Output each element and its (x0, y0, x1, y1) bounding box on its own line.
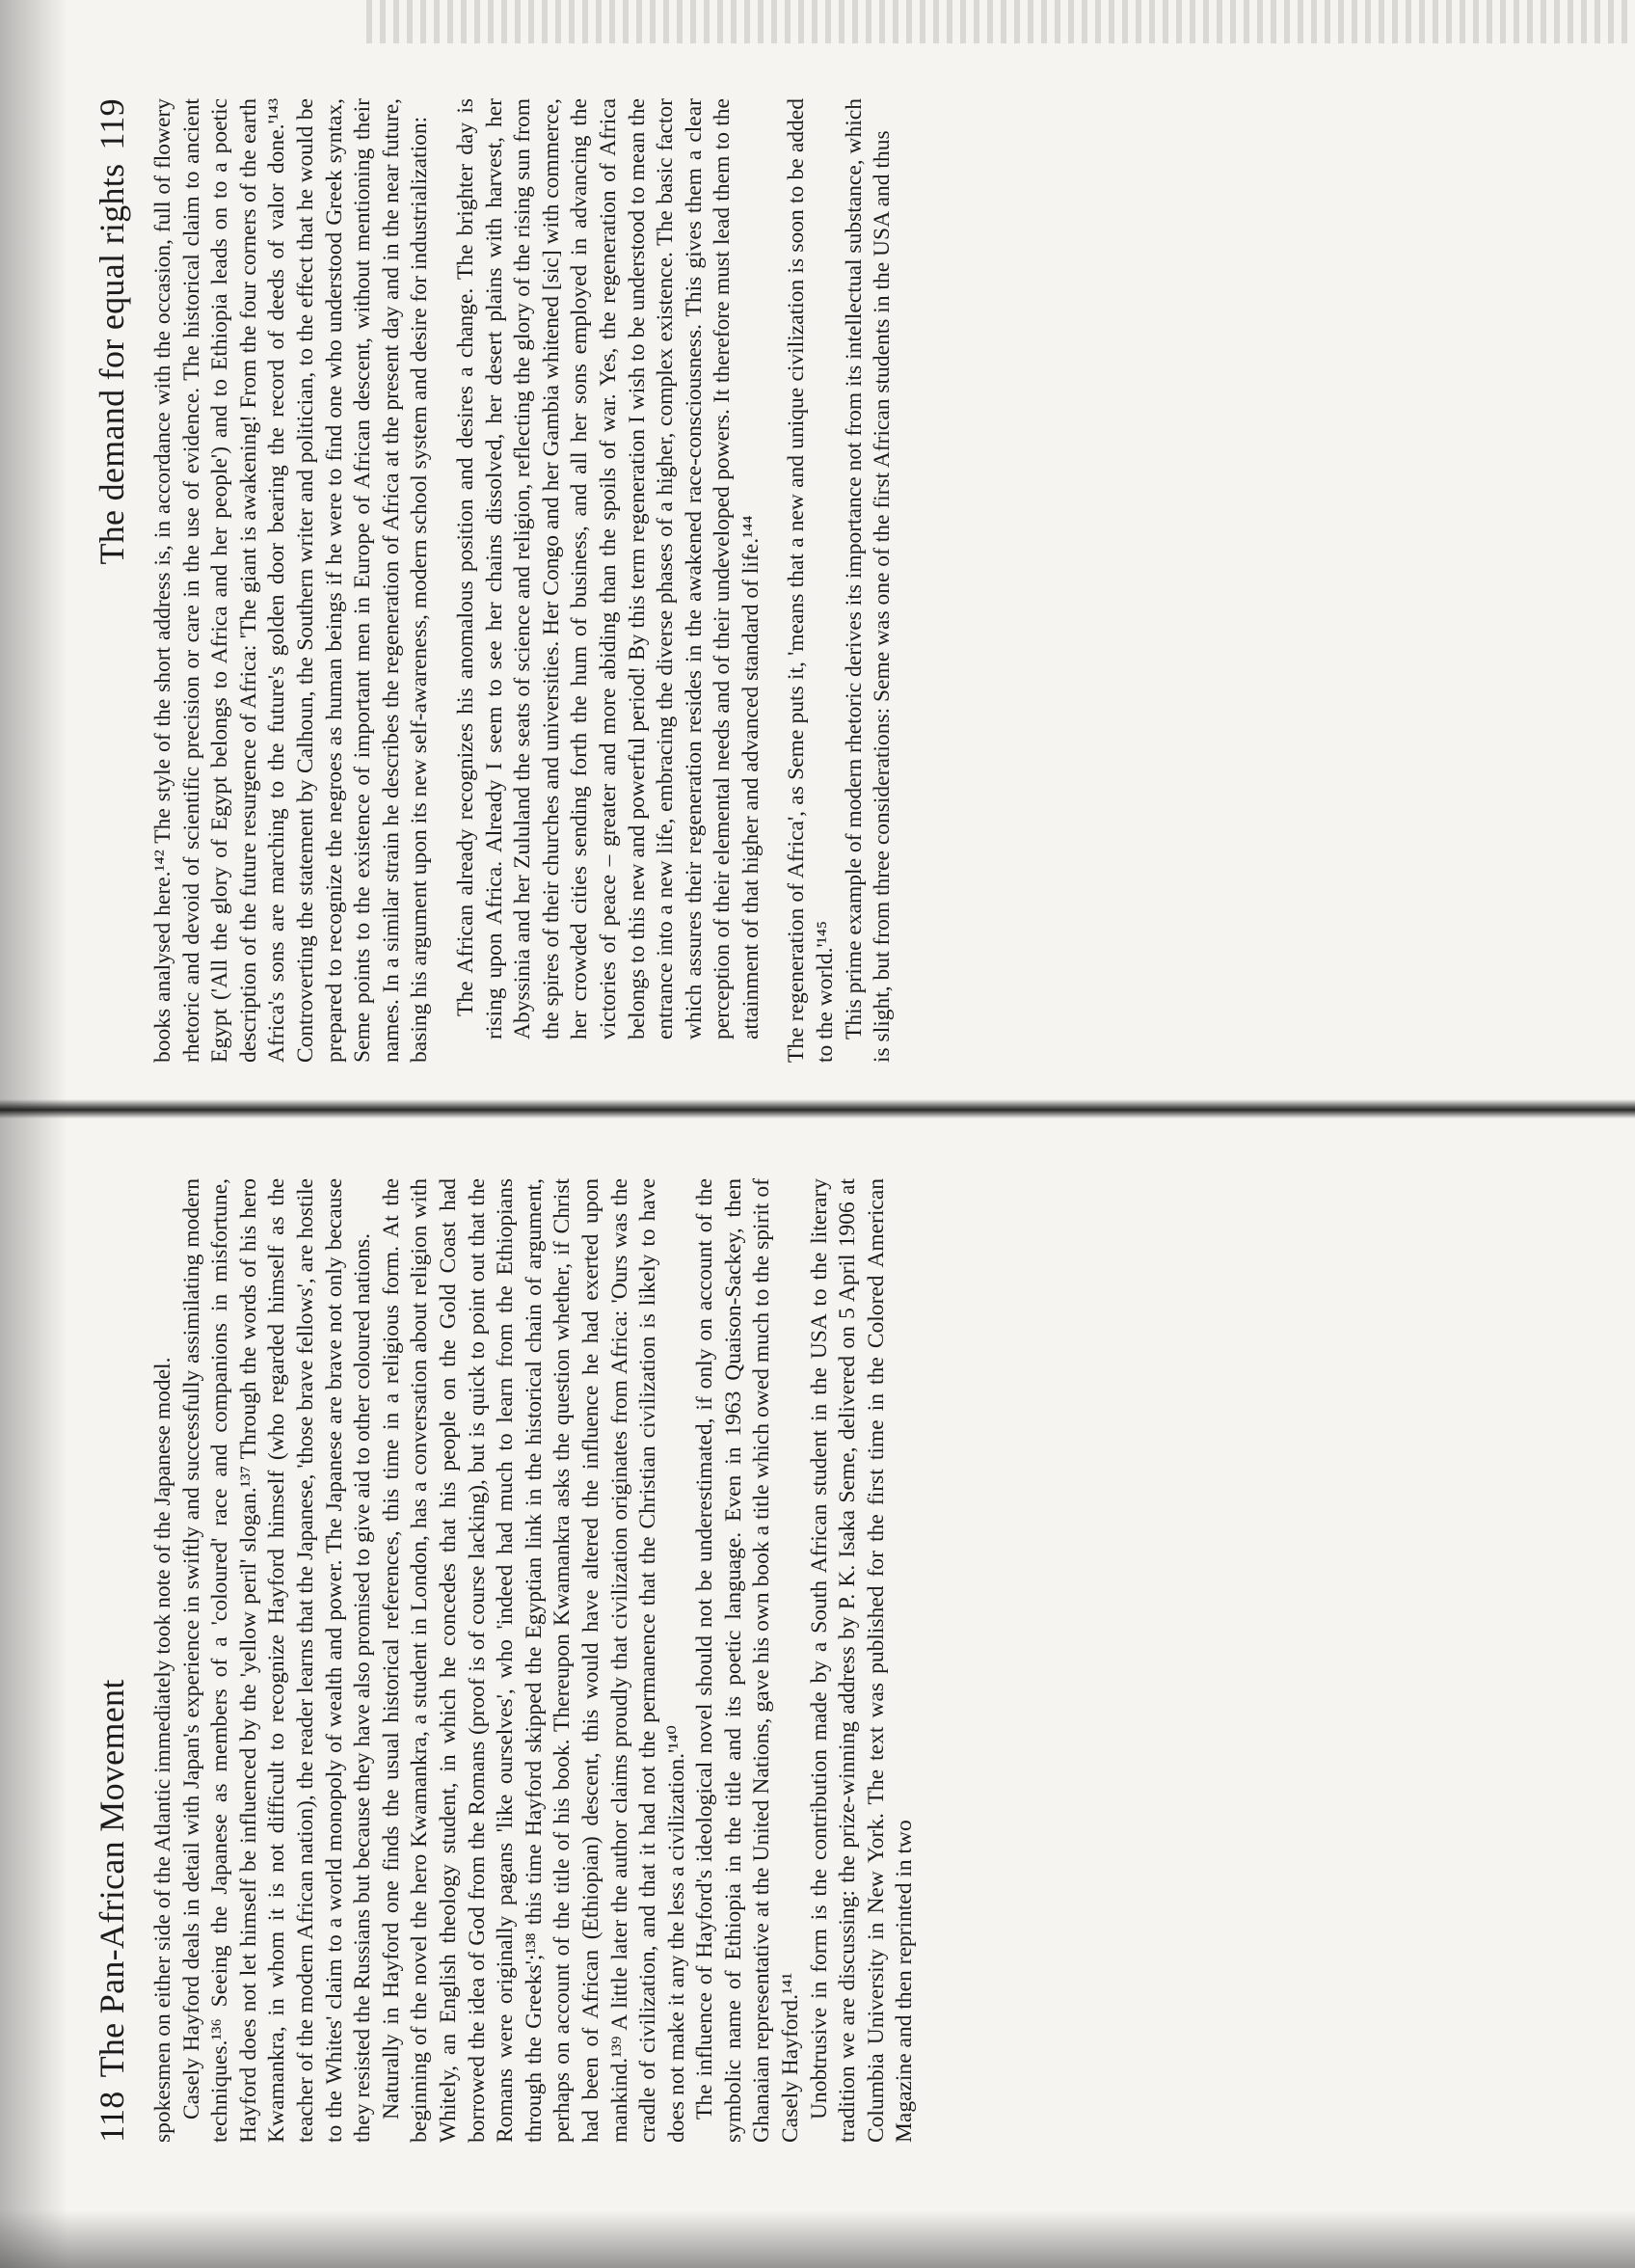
paragraph: This prime example of modern rhetoric derives its importance not from its intellectual substance, which is slight, but from three considerations: Seme was one of the first African students in the USA and thus (841, 98, 896, 1063)
book-gutter (0, 1099, 1635, 1119)
page-119 (92, 98, 898, 1063)
page-number: 118 (93, 2091, 131, 2143)
running-head: The Pan-African Movement (93, 1679, 131, 2078)
running-header-left (92, 1178, 149, 2143)
paragraph: The regeneration of Africa', as Seme puts it, 'means that a new and unique civilization is soon to be added to the world.'¹⁴⁵ (784, 98, 839, 1063)
scan-noise-top (366, 0, 1635, 43)
running-head: The demand for equal rights (93, 163, 131, 565)
paragraph: Naturally in Hayford one finds the usual historical references, this time in a religious form. At the beginning of the novel the hero Kwamankra, a student in London, has a conversation about religion with Whitely, an English theology student, in which he concedes that his people on the Gold Coast had borrowed the idea of God from the Romans (proof is of course lacking), but is quick to point out that the Romans were originally pagans 'like ourselves', who 'indeed had much to learn from the Ethiopians through the Greeks';¹³⁸ this time Hayford skipped the Egyptian link in the historical chain of argument, perhaps on account of the title of his book. Thereupon Kwamankra asks the question whether, if Christ had been of African (Ethiopian) descent, this would have altered the influence he had exerted upon mankind.¹³⁹ A little later the author claims proudly that civilization originates from Africa: 'Ours was the cradle of civilization, and that it had not the permanence that the Christian civilization is likely to have does not make it any the less a civilization.'¹⁴⁰ (378, 1178, 689, 2143)
block-quote: The African already recognizes his anomalous position and desires a change. The brighter day is rising upon Africa. Already I seem to see her chains dissolved, her desert plains with harvest, her Abyssinia and her Zululand the seats of science and religion, reflecting the glory of the rising sun from the spires of their churches and universities. Her Congo and her Gambia whitened [sic] with commerce, her crowded cities sending forth the hum of business, and all her sons employed in advancing the victories of peace – greater and more abiding than the spoils of war. Yes, the regeneration of Africa belongs to this new and powerful period! By this term regeneration I wish to be understood to mean the entrance into a new life, embracing the diverse phases of a higher, complex existence. The basic factor which assures their regeneration resides in the awakened race-consciousness. This gives them a clear perception of their elemental needs and of their undeveloped powers. It therefore must lead them to the attainment of that higher and advanced standard of life.¹⁴⁴ (452, 98, 764, 1040)
running-header-right (92, 98, 149, 1063)
scan-shadow-left (0, 0, 67, 2268)
paragraph: The influence of Hayford's ideological novel should not be underestimated, if only on account of the symbolic name of Ethiopia in the title and its poetic language. Even in 1963 Quaison-Sackey, then Ghanaian representative at the United Nations, gave his own book a title which owed much to the spirit of Casely Hayford.¹⁴¹ (692, 1178, 804, 2143)
paragraph: books analysed here.¹⁴² The style of the short address is, in accordance with the occasion, full of flowery rhetoric and devoid of scientific precision or care in the use of evidence. The historical claim to ancient Egypt ('All the glory of Egypt belongs to Africa and her people') and to Ethiopia leads on to a poetic description of the future resurgence of Africa: 'The giant is awakening! From the four corners of the earth Africa's sons are marching to the future's golden door bearing the record of deeds of valor done.'¹⁴³ Controverting the statement by Calhoun, the Southern writer and politician, to the effect that he would be prepared to recognize the negroes as human beings if he were to find one who understood Greek syntax, Seme points to the existence of important men in Europe of African descent, without mentioning their names. In a similar strain he describes the regeneration of Africa at the present day and in the near future, basing his argument upon its new self-awareness, modern school system and desire for industrialization: (150, 98, 433, 1063)
page-body (149, 98, 898, 1063)
page-118 (92, 1178, 920, 2143)
page-body (149, 1178, 920, 2143)
paragraph: Casely Hayford deals in detail with Japan's experience in swiftly and successfully assimilating modern techniques.¹³⁶ Seeing the Japanese as members of a 'coloured' race and companions in misfortune, Hayford does not let himself be influenced by the 'yellow peril' slogan.¹³⁷ Through the words of his hero Kwamankra, in whom it is not difficult to recognize Hayford himself (who regarded himself as the teacher of the modern African nation), the reader learns that the Japanese, 'those brave fellows', are hostile to the Whites' claim to a world monopoly of wealth and power. The Japanese are brave not only because they resisted the Russians but because they have also promised to give aid to other coloured nations. (178, 1178, 376, 2143)
paragraph: spokesmen on either side of the Atlantic immediately took note of the Japanese model. (150, 1357, 175, 2143)
page-number: 119 (93, 98, 131, 150)
scan-shadow-bottom (0, 2210, 1635, 2268)
paragraph: Unobtrusive in form is the contribution made by a South African student in the USA to the literary tradition we are discussing: the prize-winning address by P. K. Isaka Seme, delivered on 5 April 1906 at Columbia University in New York. The text was published for the first time in the Colored American Magazine and then reprinted in two (806, 1178, 918, 2143)
